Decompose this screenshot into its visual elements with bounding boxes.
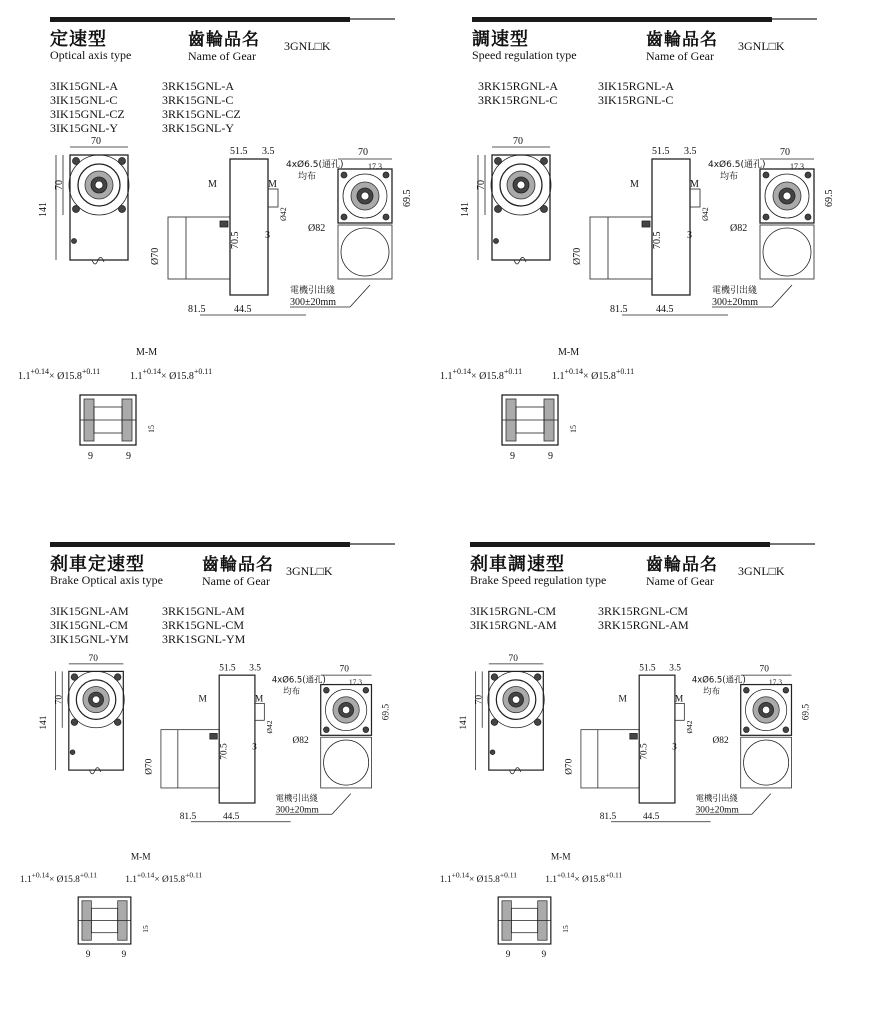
lead-note: 電機引出綫 xyxy=(695,793,738,804)
section-view xyxy=(440,347,634,462)
model-list-col1 xyxy=(50,604,129,646)
dim-70-5: 70.5 xyxy=(652,231,663,249)
model-item: 3IK15RGNL-C xyxy=(598,93,674,107)
dim-3-5: 3.5 xyxy=(669,663,681,674)
dim-9: 9 xyxy=(548,451,553,462)
dim-3-5: 3.5 xyxy=(262,146,275,157)
dim-51-5: 51.5 xyxy=(652,146,670,157)
section-rule xyxy=(50,17,350,22)
dim-141: 141 xyxy=(39,715,50,730)
dim-dia-70: Ø70 xyxy=(572,247,583,265)
side-view xyxy=(150,146,306,315)
model-item: 3RK15GNL-C xyxy=(162,93,234,107)
dim-3: 3 xyxy=(687,230,692,241)
dim-dia-70: Ø70 xyxy=(564,758,575,775)
dim-51-5: 51.5 xyxy=(219,663,236,674)
panel-subtitle: Brake Speed regulation type xyxy=(470,573,607,587)
gear-code: 3GNL□K xyxy=(738,39,785,53)
model-item: 3RK15RGNL-C xyxy=(478,93,558,107)
dim-17-3: 17.3 xyxy=(768,677,783,687)
dim-9: 9 xyxy=(126,451,131,462)
dim-70-left: 70 xyxy=(54,694,65,705)
key-dim-right: $1.1^{+0.14}\times$ $Ø15.8^{+0.11}$ xyxy=(130,367,213,382)
dim-3-5: 3.5 xyxy=(249,663,261,674)
hole-note: 4xØ6.5(通孔) xyxy=(708,160,766,170)
section-mark-m: M xyxy=(208,179,217,190)
hole-note: 4xØ6.5(通孔) xyxy=(691,674,746,685)
panel-title: 刹車定速型 xyxy=(50,554,145,575)
model-item: 3IK15GNL-C xyxy=(50,93,118,107)
lead-length: 300±20mm xyxy=(695,805,739,816)
gear-subtitle: Name of Gear xyxy=(646,49,714,63)
flange-view xyxy=(692,664,812,815)
dim-3: 3 xyxy=(265,230,270,241)
gear-title: 齒輪品名 xyxy=(188,30,260,50)
section-rule xyxy=(50,542,350,547)
model-item: 3IK15GNL-YM xyxy=(50,632,129,646)
gear-subtitle: Name of Gear xyxy=(646,574,714,588)
drawing-panel-3 xyxy=(439,654,846,963)
section-view xyxy=(440,852,623,960)
dim-51-5: 51.5 xyxy=(230,146,248,157)
side-view xyxy=(572,146,728,315)
front-view xyxy=(39,654,124,774)
section-mark-m: M xyxy=(690,179,699,190)
dim-70-flange: 70 xyxy=(358,147,368,158)
model-item: 3RK15RGNL-CM xyxy=(598,604,689,618)
dim-70-flange: 70 xyxy=(780,147,790,158)
side-view xyxy=(565,663,711,822)
key-dim-left: $1.1^{+0.14}\times$ $Ø15.8^{+0.11}$ xyxy=(440,367,523,382)
dim-44-5: 44.5 xyxy=(656,304,674,315)
gear-code: 3GNL□K xyxy=(286,564,333,578)
model-item: 3IK15GNL-CM xyxy=(50,618,128,632)
dim-15: 15 xyxy=(140,925,150,933)
dim-3-5: 3.5 xyxy=(684,146,697,157)
dim-44-5: 44.5 xyxy=(234,304,252,315)
lead-length: 300±20mm xyxy=(712,297,759,308)
dim-70-5: 70.5 xyxy=(230,231,241,249)
dim-9: 9 xyxy=(88,451,93,462)
model-item: 3RK15RGNL-AM xyxy=(598,618,689,632)
model-list-col2 xyxy=(162,79,241,135)
gear-code: 3GNL□K xyxy=(738,564,785,578)
dim-17-3: 17.3 xyxy=(348,677,363,687)
gear-title: 齒輪品名 xyxy=(646,30,718,50)
panel-subtitle: Brake Optical axis type xyxy=(50,573,163,587)
dim-9: 9 xyxy=(85,950,91,961)
drawing-panel-1 xyxy=(440,136,872,465)
technical-drawing xyxy=(18,136,450,465)
dim-141: 141 xyxy=(460,202,471,217)
dim-81-5: 81.5 xyxy=(188,304,206,315)
dim-141: 141 xyxy=(459,715,470,730)
section-label: M-M xyxy=(136,347,158,358)
model-list-col2 xyxy=(598,604,689,632)
dim-70-5: 70.5 xyxy=(639,743,650,760)
gear-subtitle: Name of Gear xyxy=(188,49,256,63)
model-item: 3RK1SGNL-YM xyxy=(162,632,246,646)
model-list-col1 xyxy=(478,79,558,107)
lead-length: 300±20mm xyxy=(290,297,337,308)
dim-dia-82: Ø82 xyxy=(730,223,748,234)
dim-dia-42: Ø42 xyxy=(279,207,288,221)
drawing-panel-2 xyxy=(19,654,426,963)
model-list-col1 xyxy=(470,604,557,632)
key-dim-right: $1.1^{+0.14}\times$ $Ø15.8^{+0.11}$ xyxy=(125,870,203,885)
model-item: 3RK15GNL-Y xyxy=(162,121,234,135)
panel-title: 調速型 xyxy=(472,29,529,50)
hole-note: 4xØ6.5(通孔) xyxy=(286,160,344,170)
model-item: 3IK15GNL-A xyxy=(50,79,118,93)
even-note: 均布 xyxy=(720,172,739,182)
dim-70-flange: 70 xyxy=(759,664,769,675)
dim-17-3: 17.3 xyxy=(368,162,382,171)
dim-51-5: 51.5 xyxy=(639,663,656,674)
dim-70-5: 70.5 xyxy=(219,743,230,760)
dim-141: 141 xyxy=(38,202,49,217)
panel-title: 定速型 xyxy=(50,29,107,50)
front-view xyxy=(38,136,129,264)
dim-15: 15 xyxy=(147,425,156,433)
panel-subtitle: Speed regulation type xyxy=(472,48,577,62)
section-mark-m: M xyxy=(618,694,627,705)
dim-70-left: 70 xyxy=(474,694,485,705)
drawing-panel-0 xyxy=(18,136,450,465)
section-mark-m: M xyxy=(254,694,264,705)
model-item: 3RK15GNL-AM xyxy=(162,604,245,618)
section-label: M-M xyxy=(130,852,151,863)
key-dim-left: $1.1^{+0.14}\times$ $Ø15.8^{+0.11}$ xyxy=(18,367,101,382)
gear-code: 3GNL□K xyxy=(284,39,331,53)
section-label: M-M xyxy=(558,347,580,358)
model-list-col1 xyxy=(50,79,125,135)
model-item: 3IK15GNL-AM xyxy=(50,604,129,618)
dim-dia-70: Ø70 xyxy=(144,758,155,775)
model-item: 3IK15RGNL-A xyxy=(598,79,674,93)
technical-drawing xyxy=(19,654,426,963)
section-mark-m: M xyxy=(198,694,207,705)
dim-dia-82: Ø82 xyxy=(712,735,729,746)
section-rule xyxy=(470,542,770,547)
model-item: 3IK15GNL-Y xyxy=(50,121,118,135)
dim-44-5: 44.5 xyxy=(642,811,660,822)
dim-70-top: 70 xyxy=(91,136,101,147)
key-dim-left: $1.1^{+0.14}\times$ $Ø15.8^{+0.11}$ xyxy=(19,870,97,885)
hole-note: 4xØ6.5(通孔) xyxy=(271,674,326,685)
lead-note: 電機引出綫 xyxy=(275,793,318,804)
dim-9: 9 xyxy=(541,950,547,961)
section-view xyxy=(20,852,203,960)
dim-9: 9 xyxy=(505,950,511,961)
dim-3: 3 xyxy=(672,742,677,753)
dim-dia-42: Ø42 xyxy=(264,720,274,734)
technical-drawing xyxy=(439,654,846,963)
section-mark-m: M xyxy=(630,179,639,190)
dim-69-5: 69.5 xyxy=(824,189,835,207)
dim-9: 9 xyxy=(121,950,127,961)
section-label: M-M xyxy=(550,852,571,863)
dim-70-top: 70 xyxy=(513,136,523,147)
dim-44-5: 44.5 xyxy=(222,811,240,822)
model-item: 3IK15RGNL-AM xyxy=(470,618,557,632)
dim-81-5: 81.5 xyxy=(610,304,628,315)
even-note: 均布 xyxy=(283,685,301,696)
section-mark-m: M xyxy=(674,694,684,705)
flange-view xyxy=(272,664,392,815)
key-dim-right: $1.1^{+0.14}\times$ $Ø15.8^{+0.11}$ xyxy=(552,367,635,382)
lead-note: 電機引出綫 xyxy=(290,286,336,296)
dim-15: 15 xyxy=(569,425,578,433)
dim-dia-42: Ø42 xyxy=(701,207,710,221)
lead-note: 電機引出綫 xyxy=(712,286,758,296)
model-item: 3IK15GNL-CZ xyxy=(50,107,125,121)
gear-subtitle: Name of Gear xyxy=(202,574,270,588)
dim-3: 3 xyxy=(252,742,257,753)
flange-view xyxy=(708,147,835,308)
dim-70-top: 70 xyxy=(88,654,98,665)
front-view xyxy=(459,654,544,774)
section-mark-m: M xyxy=(268,179,277,190)
dim-15: 15 xyxy=(560,925,570,933)
model-list-col2 xyxy=(162,604,245,646)
side-view xyxy=(145,663,291,822)
flange-view xyxy=(286,147,413,308)
key-dim-left: $1.1^{+0.14}\times$ $Ø15.8^{+0.11}$ xyxy=(439,870,517,885)
dim-70-left: 70 xyxy=(476,180,487,190)
dim-70-top: 70 xyxy=(508,654,518,665)
key-dim-right: $1.1^{+0.14}\times$ $Ø15.8^{+0.11}$ xyxy=(545,870,623,885)
lead-length: 300±20mm xyxy=(275,805,319,816)
dim-70-flange: 70 xyxy=(339,664,349,675)
dim-81-5: 81.5 xyxy=(599,811,617,822)
panel-subtitle: Optical axis type xyxy=(50,48,132,62)
section-rule xyxy=(472,17,772,22)
dim-69-5: 69.5 xyxy=(402,189,413,207)
even-note: 均布 xyxy=(298,172,317,182)
model-item: 3RK15RGNL-A xyxy=(478,79,558,93)
dim-9: 9 xyxy=(510,451,515,462)
section-view xyxy=(18,347,212,462)
dim-dia-70: Ø70 xyxy=(150,247,161,265)
dim-dia-42: Ø42 xyxy=(684,720,694,734)
dim-dia-82: Ø82 xyxy=(308,223,326,234)
gear-title: 齒輪品名 xyxy=(202,555,274,575)
dim-70-left: 70 xyxy=(54,180,65,190)
model-item: 3RK15GNL-CM xyxy=(162,618,245,632)
dim-69-5: 69.5 xyxy=(801,703,812,721)
model-item: 3RK15GNL-CZ xyxy=(162,107,241,121)
dim-dia-82: Ø82 xyxy=(292,735,309,746)
panel-title: 刹車調速型 xyxy=(470,554,565,575)
front-view xyxy=(460,136,551,264)
gear-title: 齒輪品名 xyxy=(646,555,718,575)
dim-81-5: 81.5 xyxy=(179,811,197,822)
technical-drawing xyxy=(440,136,872,465)
model-item: 3IK15RGNL-CM xyxy=(470,604,556,618)
dim-69-5: 69.5 xyxy=(381,703,392,721)
even-note: 均布 xyxy=(703,685,721,696)
model-list-col2 xyxy=(598,79,674,107)
model-item: 3RK15GNL-A xyxy=(162,79,234,93)
dim-17-3: 17.3 xyxy=(790,162,804,171)
